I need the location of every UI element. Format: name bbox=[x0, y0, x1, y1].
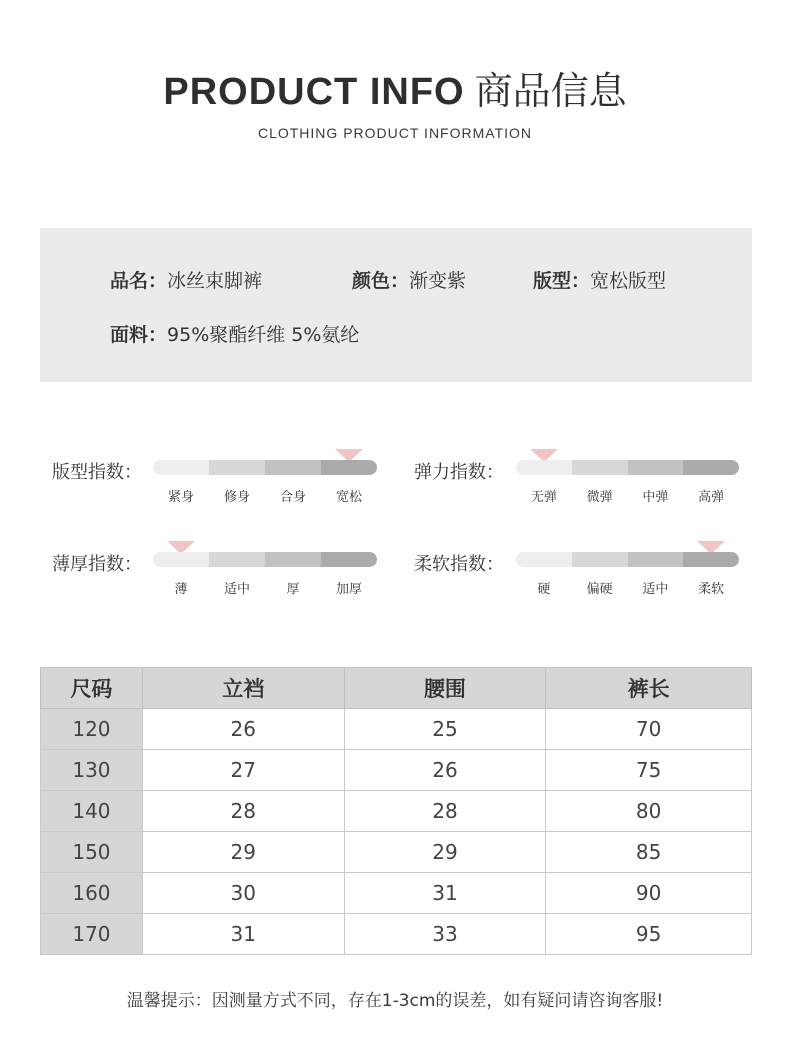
info-color-key: 颜色： bbox=[352, 270, 410, 292]
bar-segment bbox=[321, 460, 377, 475]
level-label: 修身 bbox=[223, 490, 250, 505]
level-label: 适中 bbox=[223, 582, 250, 597]
info-name bbox=[110, 266, 262, 293]
bar-segment bbox=[153, 460, 209, 475]
fit-index-levels bbox=[153, 486, 377, 505]
header-rise: 立裆 bbox=[142, 668, 344, 709]
level-label: 宽松 bbox=[335, 490, 362, 505]
info-fabric-key: 面料： bbox=[110, 324, 168, 346]
thickness-index-bar bbox=[153, 552, 377, 567]
softness-index-levels bbox=[516, 578, 739, 597]
cell-rise: 27 bbox=[142, 750, 344, 791]
level-label: 适中 bbox=[642, 582, 669, 597]
cell-rise: 29 bbox=[142, 832, 344, 873]
cell-length: 90 bbox=[546, 873, 752, 914]
bar-segment bbox=[683, 460, 739, 475]
cell-rise: 28 bbox=[142, 791, 344, 832]
info-fabric-value: 95%聚酯纤维 5%氨纶 bbox=[167, 324, 360, 346]
cell-rise: 30 bbox=[142, 873, 344, 914]
header-size: 尺码 bbox=[41, 668, 143, 709]
info-fit-value: 宽松版型 bbox=[590, 270, 667, 292]
info-name-key: 品名： bbox=[110, 270, 168, 292]
level-label: 合身 bbox=[279, 490, 306, 505]
bar-segment bbox=[628, 460, 684, 475]
table-row bbox=[41, 709, 752, 750]
level-label: 硬 bbox=[537, 582, 551, 597]
page-title bbox=[0, 68, 790, 115]
softness-index-bar bbox=[516, 552, 739, 567]
product-info-box bbox=[40, 228, 752, 382]
cell-waist: 28 bbox=[344, 791, 546, 832]
thickness-index-label: 薄厚指数： bbox=[52, 554, 142, 575]
bar-segment bbox=[321, 552, 377, 567]
softness-index-label: 柔软指数： bbox=[414, 554, 504, 575]
level-label: 薄 bbox=[174, 582, 188, 597]
cell-waist: 29 bbox=[344, 832, 546, 873]
table-row bbox=[41, 791, 752, 832]
cell-waist: 31 bbox=[344, 873, 546, 914]
table-row bbox=[41, 750, 752, 791]
bar-segment bbox=[683, 552, 739, 567]
info-fit-key: 版型： bbox=[533, 270, 591, 292]
bar-segment bbox=[209, 552, 265, 567]
bar-segment bbox=[153, 552, 209, 567]
cell-size: 160 bbox=[41, 873, 143, 914]
cell-rise: 26 bbox=[142, 709, 344, 750]
table-row bbox=[41, 914, 752, 955]
info-fit bbox=[533, 266, 666, 293]
measurement-tip: 温馨提示：因测量方式不同，存在1-3cm的误差，如有疑问请咨询客服! bbox=[126, 991, 664, 1011]
cell-size: 140 bbox=[41, 791, 143, 832]
header-waist: 腰围 bbox=[344, 668, 546, 709]
info-color bbox=[352, 266, 466, 293]
cell-rise: 31 bbox=[142, 914, 344, 955]
cell-size: 120 bbox=[41, 709, 143, 750]
bar-segment bbox=[572, 460, 628, 475]
level-label: 中弹 bbox=[642, 490, 669, 505]
header-length: 裤长 bbox=[546, 668, 752, 709]
info-fabric bbox=[110, 320, 359, 347]
bar-segment bbox=[628, 552, 684, 567]
elastic-index-bar bbox=[516, 460, 739, 475]
cell-length: 95 bbox=[546, 914, 752, 955]
fit-index-label: 版型指数： bbox=[52, 462, 142, 483]
level-label: 加厚 bbox=[335, 582, 362, 597]
cell-waist: 25 bbox=[344, 709, 546, 750]
elastic-index-levels bbox=[516, 486, 739, 505]
level-label: 紧身 bbox=[167, 490, 194, 505]
bar-segment bbox=[209, 460, 265, 475]
table-header-row bbox=[41, 668, 752, 709]
level-label: 柔软 bbox=[698, 582, 725, 597]
elastic-index-label: 弹力指数： bbox=[414, 462, 504, 483]
level-label: 微弹 bbox=[586, 490, 613, 505]
page-subtitle: CLOTHING PRODUCT INFORMATION bbox=[257, 125, 533, 141]
cell-size: 130 bbox=[41, 750, 143, 791]
cell-size: 150 bbox=[41, 832, 143, 873]
title-english: PRODUCT INFO bbox=[163, 71, 465, 113]
table-row bbox=[41, 873, 752, 914]
cell-size: 170 bbox=[41, 914, 143, 955]
fit-index-bar bbox=[153, 460, 377, 475]
bar-segment bbox=[572, 552, 628, 567]
cell-waist: 33 bbox=[344, 914, 546, 955]
title-chinese: 商品信息 bbox=[474, 69, 627, 113]
cell-length: 85 bbox=[546, 832, 752, 873]
thickness-index-levels bbox=[153, 578, 377, 597]
size-table bbox=[40, 667, 752, 955]
bar-segment bbox=[516, 552, 572, 567]
bar-segment bbox=[516, 460, 572, 475]
level-label: 厚 bbox=[286, 582, 300, 597]
info-name-value: 冰丝束脚裤 bbox=[167, 270, 263, 292]
cell-length: 75 bbox=[546, 750, 752, 791]
bar-segment bbox=[265, 552, 321, 567]
cell-length: 80 bbox=[546, 791, 752, 832]
cell-length: 70 bbox=[546, 709, 752, 750]
level-label: 无弹 bbox=[530, 490, 557, 505]
info-color-value: 渐变紫 bbox=[409, 270, 467, 292]
level-label: 偏硬 bbox=[586, 582, 613, 597]
table-row bbox=[41, 832, 752, 873]
level-label: 高弹 bbox=[698, 490, 725, 505]
bar-segment bbox=[265, 460, 321, 475]
cell-waist: 26 bbox=[344, 750, 546, 791]
